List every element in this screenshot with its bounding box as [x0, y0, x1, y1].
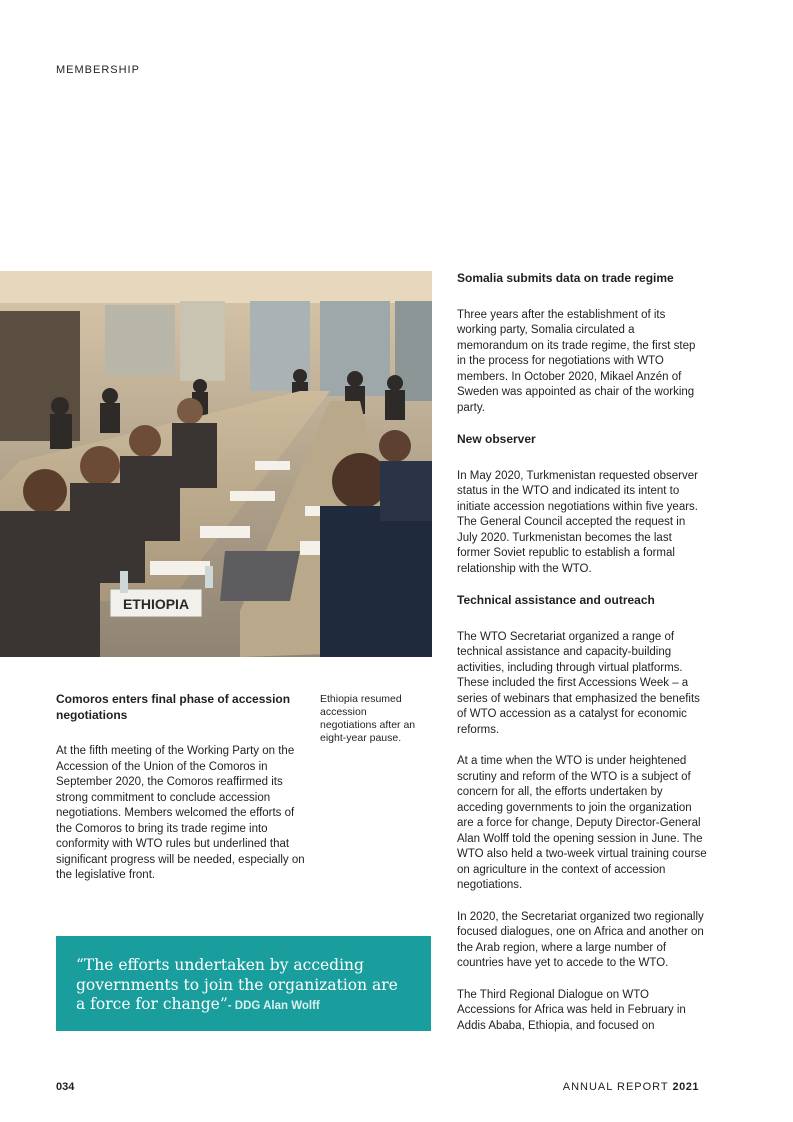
comoros-body: At the fifth meeting of the Working Party on the Accession of the Union of the Comoros in September 2020, the Comoros reaffirmed its strong commitment to conclude accession negotiations. Members welcomed the efforts of the Comoros to bring its trade regime into conformity with WTO rules but underlined that significant progress will be needed, especially on the legislative front.	[56, 745, 305, 881]
somalia-body: Three years after the establishment of its working party, Somalia circulated a memorandum on its trade regime, the first step in the process for negotiations with WTO members. In October 2020, Mikael Anzén of Sweden was appointed as chair of the working party.	[457, 308, 696, 414]
pull-quote	[56, 936, 431, 1031]
observer-body: In May 2020, Turkmenistan requested observer status in the WTO and indicated its intent to initiate accession negotiations within five years. The General Council accepted the request in July 2020. Turkmenistan becomes the last former Soviet republic to establish a formal relationship with the WTO.	[457, 469, 698, 575]
left-column	[56, 692, 306, 900]
technical-heading: Technical assistance and outreach	[457, 593, 655, 607]
comoros-heading: Comoros enters final phase of accession negotiations	[56, 692, 291, 722]
technical-paragraph-2: At a time when the WTO is under heightened scrutiny and reform of the WTO is a subject of concern for all, the efforts undertaken by acceding governments to join the organization are a force for change, Deputy Director-General Alan Wolff told the opening session in June. The WTO also held a two-week virtual training course on agriculture in the context of accession negotiations.	[457, 755, 707, 891]
quote-text: “The efforts undertaken by acceding governments to join the organization are a force for change”	[76, 956, 398, 1013]
right-column	[457, 271, 707, 1050]
somalia-heading: Somalia submits data on trade regime	[457, 271, 674, 285]
page-number: 034	[56, 1081, 75, 1093]
section-label: MEMBERSHIP	[56, 64, 140, 76]
observer-heading: New observer	[457, 432, 536, 446]
report-name: ANNUAL REPORT	[562, 1081, 669, 1093]
technical-paragraph-3: In 2020, the Secretariat organized two regionally focused dialogues, one on Africa and another on the Arab region, where a large number of countries have yet to accede to the WTO.	[457, 910, 704, 969]
nameplate-text: ETHIOPIA	[122, 596, 190, 612]
technical-paragraph-4: The Third Regional Dialogue on WTO Accessions for Africa was held in February in Addis Ababa, Ethiopia, and focused on	[457, 988, 686, 1032]
photo-caption: Ethiopia resumed accession negotiations after an eight-year pause.	[320, 693, 416, 744]
report-title	[563, 1081, 699, 1093]
quote-author: - DDG Alan Wolff	[227, 1000, 320, 1012]
report-year: 2021	[672, 1081, 699, 1093]
photo-illustration	[0, 271, 432, 657]
meeting-photo	[0, 271, 432, 657]
technical-paragraph-1: The WTO Secretariat organized a range of technical assistance and capacity-building activities, including through virtual platforms. These included the first Accessions Week – a series of webinars that emphasized the benefits of WTO accession as a catalyst for economic reforms.	[457, 630, 700, 736]
